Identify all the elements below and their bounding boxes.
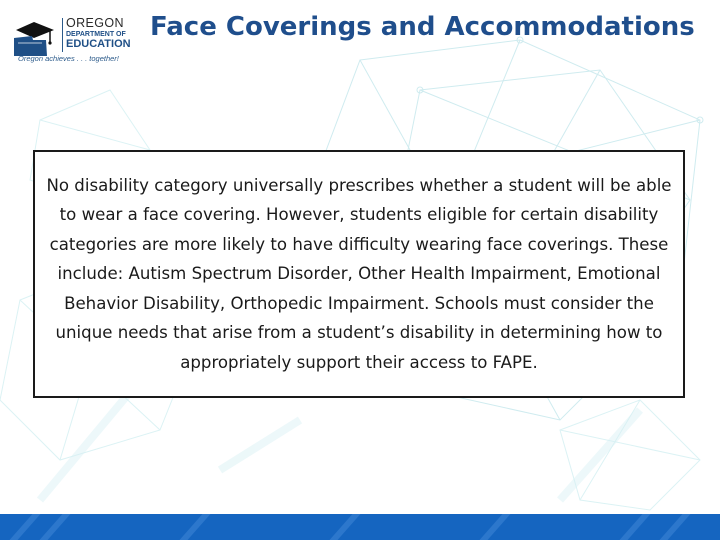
oregon-education-logo — [6, 14, 136, 66]
logo-divider — [62, 18, 63, 52]
logo-tagline: Oregon achieves . . . together! — [18, 54, 119, 63]
slide-title: Face Coverings and Accommodations — [150, 12, 695, 42]
footer-bar — [0, 514, 720, 540]
logo-oregon-text: OREGON — [66, 16, 124, 30]
footer-stripe-pattern — [0, 514, 720, 540]
content-box — [33, 150, 685, 398]
logo-education-text: EDUCATION — [66, 38, 131, 50]
slide-body-text: No disability category universally prescribes whether a student will be able to wear a face covering. However, students eligible for certain disability categories are more likely to have difficulty wearing face coverings. These include: Autism Spectrum Disorder, Other Health Impairment, Emotional Behavior Disability, Orthopedic Impairment. Schools must consider the unique needs that arise from a student’s disability in determining how to appropriately support their access to FAPE. — [46, 175, 672, 372]
logo-department-text: DEPARTMENT OF — [66, 31, 126, 38]
